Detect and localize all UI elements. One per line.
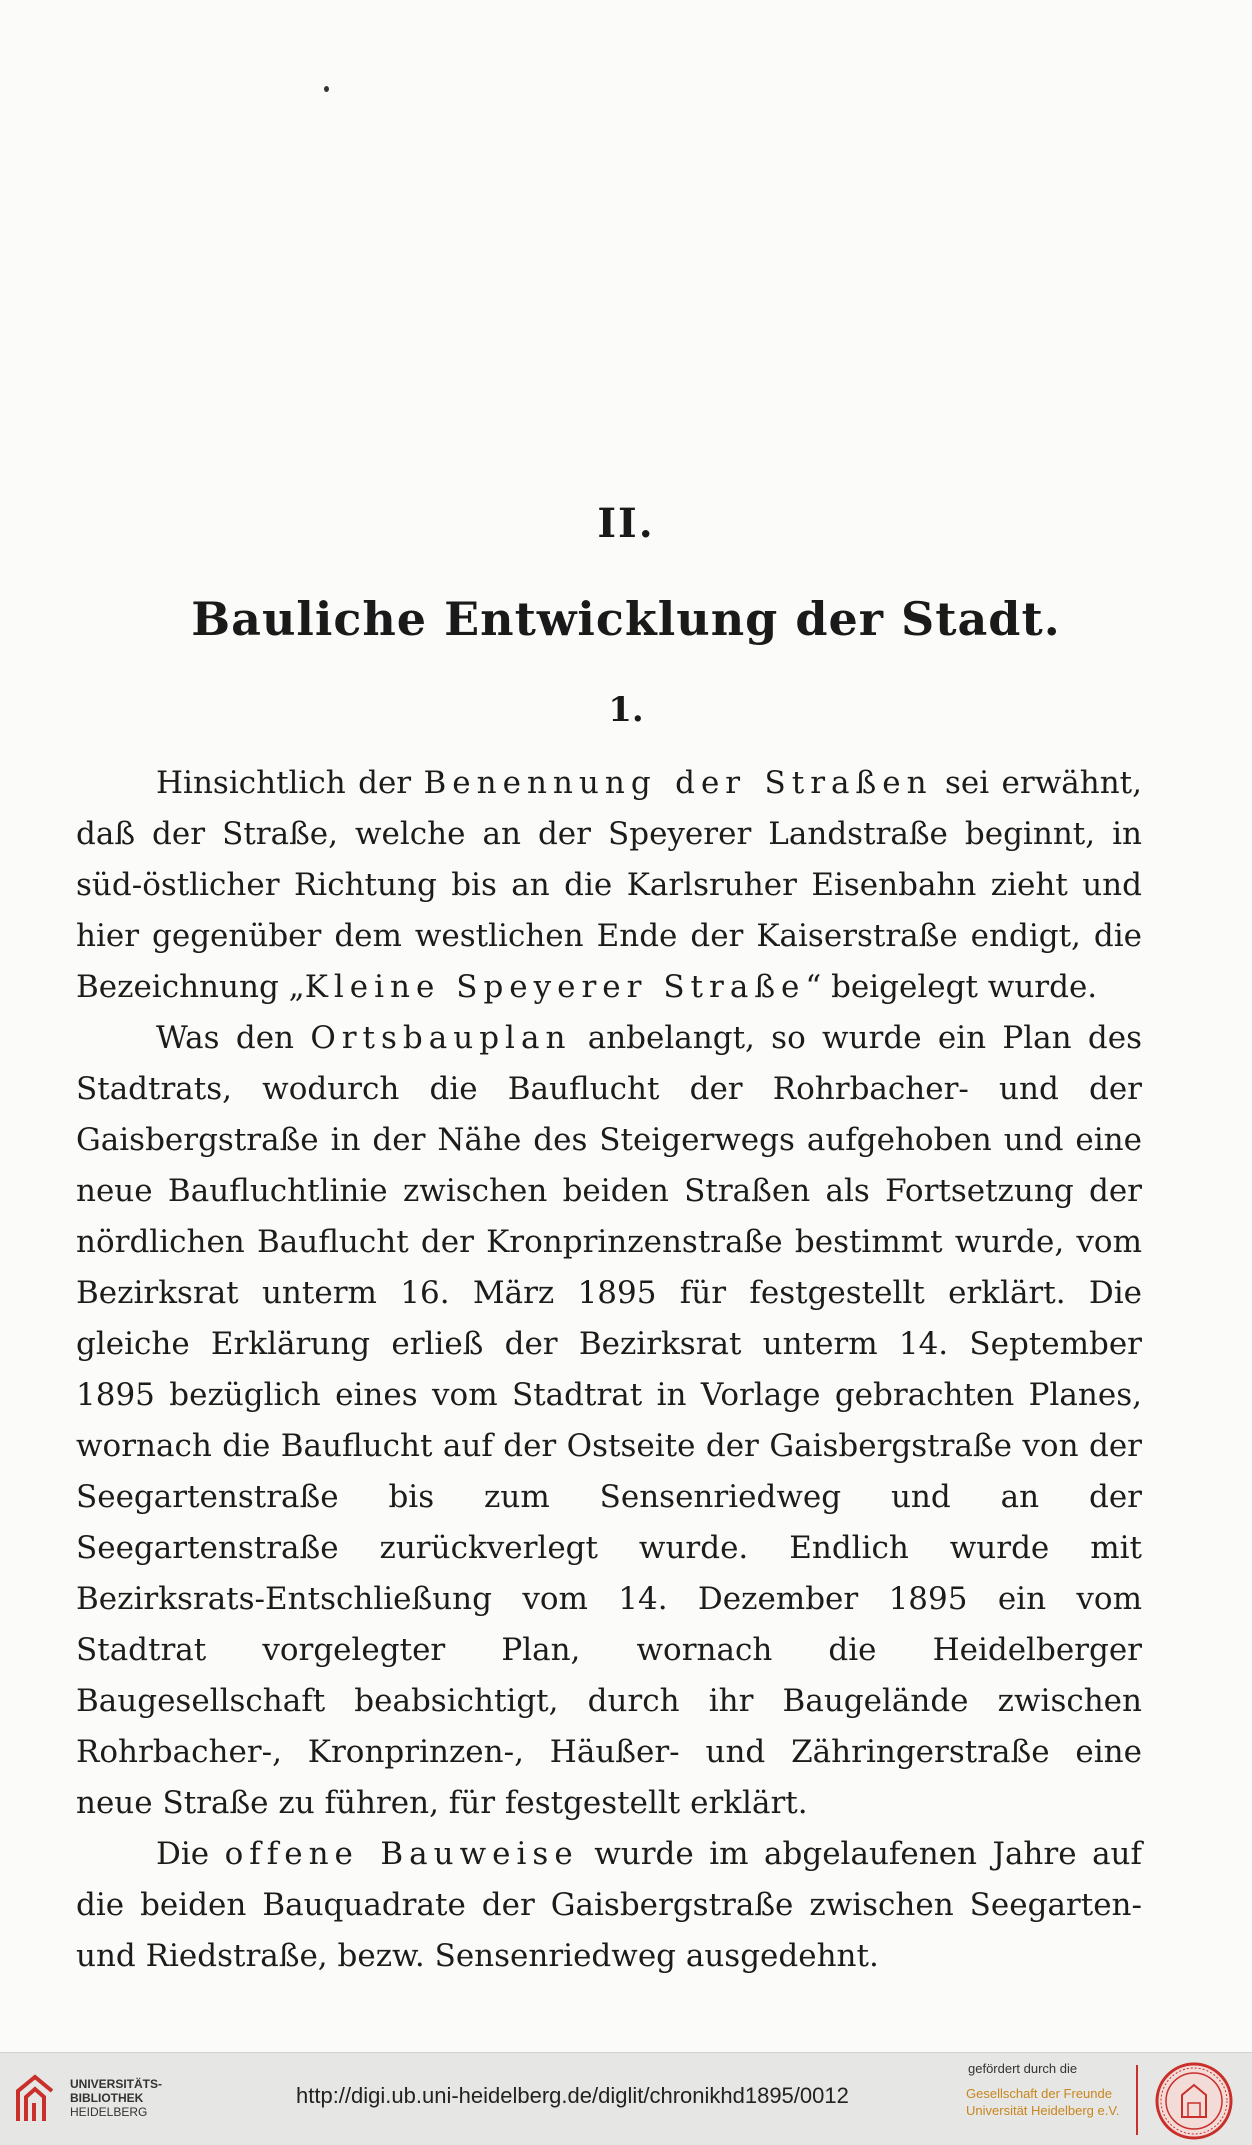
sponsor-line-1: Gesellschaft der Freunde	[966, 2086, 1112, 2101]
paragraph-3-lead: Die	[156, 1836, 225, 1872]
paragraph-1-emphasis-2: Kleine Speyerer Straße	[304, 969, 806, 1005]
university-seal-icon	[1154, 2061, 1234, 2141]
chapter-title: Bauliche Entwicklung der Stadt.	[191, 592, 1061, 646]
section-number: 1.	[608, 690, 644, 730]
paragraph-2-lead: Was den	[156, 1020, 311, 1056]
paragraph-2-text: anbelangt, so wurde ein Plan des Stadtrats, wodurch die Bauflucht der Rohrbacher- und der Gaisbergstraße in der Nähe des Steigerwegs aufgehoben und eine neue Baufluchtlinie zwischen beiden Straßen als Fortsetzung der nördlichen Bauflucht der Kronprinzenstraße bestimmt wurde, vom Bezirksrat unterm 16. März 1895 für festgestellt erklärt. Die gleiche Erklärung erließ der Bezirksrat unterm 14. September 1895 bezüglich eines vom Stadtrat in Vorlage gebrachten Planes, wornach die Bauflucht auf der Ostseite der Gaisbergstraße von der Seegartenstraße bis zum Sensenriedweg und an der Seegartenstraße zurückverlegt wurde. Endlich wurde mit Bezirksrats-Entschließung vom 14. Dezember 1895 ein vom Stadtrat vorgelegter Plan, wornach die Heidelberger Baugesellschaft beabsichtigt, durch ihr Baugelände zwischen Rohrbacher-, Kronprinzen-, Häußer- und Zähringerstraße eine neue Straße zu führen, für festgestellt erklärt.	[76, 1020, 1142, 1821]
library-line-1: UNIVERSITÄTS-	[70, 2077, 163, 2091]
library-name[interactable]	[70, 2077, 162, 2119]
paragraph-1	[76, 758, 1142, 1013]
paragraph-2	[76, 1013, 1142, 1829]
paragraph-1-emphasis: Benennung der Straßen	[423, 765, 933, 801]
library-line-3: HEIDELBERG	[70, 2105, 148, 2119]
footer-bar	[0, 2052, 1252, 2145]
sponsor-label: gefördert durch die	[968, 2061, 1078, 2076]
paragraph-1-text-2: “ beigelegt wurde.	[805, 969, 1098, 1005]
paragraph-3-text: wurde im abgelaufenen Jahre auf die beiden Bauquadrate der Gaisbergstraße zwischen Seegarten- und Riedstraße, bezw. Sensenriedweg ausgedehnt.	[76, 1836, 1142, 1974]
scan-speck	[324, 86, 329, 92]
chapter-number: II.	[597, 500, 655, 547]
permalink-url[interactable]: http://digi.ub.uni-heidelberg.de/diglit/chronikhd1895/0012	[296, 2083, 849, 2108]
paragraph-3-emphasis: offene Bauweise	[224, 1836, 579, 1872]
paragraph-2-emphasis: Ortsbauplan	[310, 1020, 572, 1056]
sponsor-divider	[1136, 2065, 1138, 2135]
sponsor-line-2: Universität Heidelberg e.V.	[966, 2103, 1120, 2118]
paragraph-3	[76, 1829, 1142, 1982]
body-text	[76, 758, 1142, 1982]
ub-heidelberg-logo-icon[interactable]	[14, 2073, 56, 2125]
paragraph-1-text: sei erwähnt, daß der Straße, welche an der Speyerer Landstraße beginnt, in süd-östlicher Richtung bis an die Karlsruher Eisenbahn zieht und hier gegenüber dem westlichen Ende der Kaiserstraße endigt, die Bezeichnung „	[76, 765, 1142, 1005]
paragraph-1-lead: Hinsichtlich der	[156, 765, 424, 801]
library-line-2: BIBLIOTHEK	[70, 2091, 144, 2105]
sponsor-name[interactable]	[966, 2085, 1119, 2119]
